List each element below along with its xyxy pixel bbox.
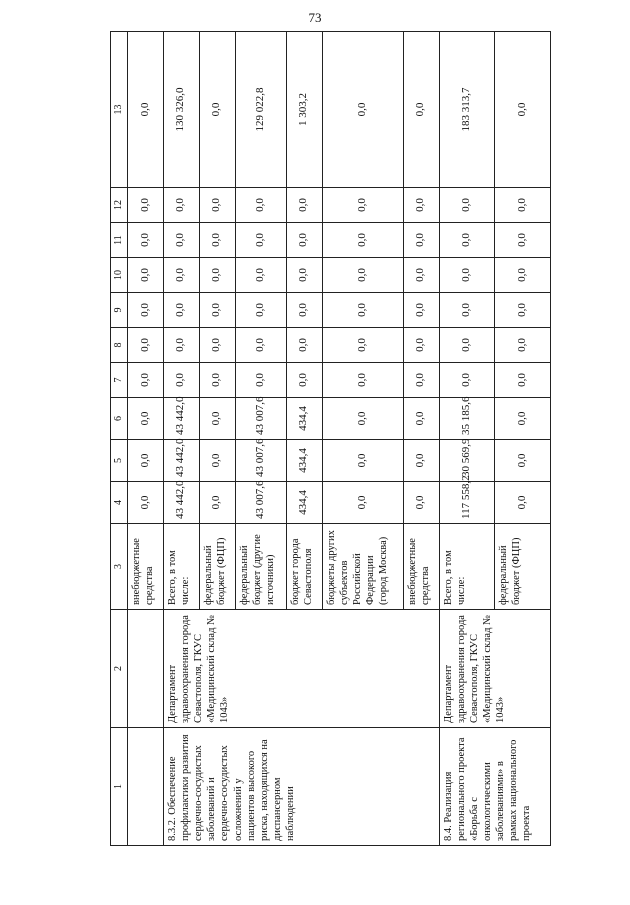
value-cell: 0,0 <box>286 188 322 223</box>
value-cell: 0,0 <box>403 482 439 524</box>
value-cell: 0,0 <box>439 363 495 398</box>
value-cell: 0,0 <box>128 293 164 328</box>
value-cell: 434,4 <box>286 482 322 524</box>
rotated-table-area <box>110 52 551 846</box>
value-cell: 0,0 <box>163 258 199 293</box>
activity-cell-empty <box>128 728 164 846</box>
column-number: 9 <box>111 293 128 328</box>
value-cell: 0,0 <box>286 258 322 293</box>
value-cell: 117 558,2 <box>439 482 495 524</box>
value-cell: 1 303,2 <box>286 32 322 188</box>
value-cell: 0,0 <box>163 293 199 328</box>
table-row <box>439 32 495 846</box>
value-cell: 0,0 <box>495 398 551 440</box>
executor-cell: Департамент здравоохранения города Севастополя, ГКУС «Медицинский склад № 1043» <box>439 610 550 728</box>
column-number: 8 <box>111 328 128 363</box>
value-cell: 43 442,0 <box>163 482 199 524</box>
source-cell: Всего, в том числе: <box>163 524 199 610</box>
value-cell: 0,0 <box>163 188 199 223</box>
value-cell: 434,4 <box>286 398 322 440</box>
value-cell: 0,0 <box>199 32 235 188</box>
value-cell: 0,0 <box>403 188 439 223</box>
value-cell: 0,0 <box>403 293 439 328</box>
value-cell: 130 326,0 <box>163 32 199 188</box>
value-cell: 0,0 <box>286 223 322 258</box>
column-number: 6 <box>111 398 128 440</box>
value-cell: 0,0 <box>128 328 164 363</box>
value-cell: 43 007,6 <box>235 398 286 440</box>
value-cell: 0,0 <box>439 293 495 328</box>
value-cell: 43 007,6 <box>235 440 286 482</box>
value-cell: 0,0 <box>163 363 199 398</box>
column-number-row <box>111 32 128 846</box>
value-cell: 0,0 <box>322 188 403 223</box>
value-cell: 0,0 <box>199 258 235 293</box>
value-cell: 0,0 <box>128 363 164 398</box>
column-number: 5 <box>111 440 128 482</box>
value-cell: 0,0 <box>403 32 439 188</box>
value-cell: 0,0 <box>235 363 286 398</box>
activity-cell: 8.4. Реализация регионального проекта «Борьба с онкологическими заболеваниями» в рамках национального проекта <box>439 728 550 846</box>
source-cell: федеральный бюджет (другие источники) <box>235 524 286 610</box>
value-cell: 30 569,9 <box>439 440 495 482</box>
value-cell: 0,0 <box>286 328 322 363</box>
value-cell: 0,0 <box>286 363 322 398</box>
value-cell: 0,0 <box>235 188 286 223</box>
source-cell: внебюджетные средства <box>128 524 164 610</box>
value-cell: 0,0 <box>495 293 551 328</box>
value-cell: 0,0 <box>235 223 286 258</box>
executor-cell-empty <box>128 610 164 728</box>
value-cell: 0,0 <box>199 363 235 398</box>
value-cell: 0,0 <box>403 258 439 293</box>
value-cell: 0,0 <box>235 328 286 363</box>
column-number: 11 <box>111 223 128 258</box>
value-cell: 0,0 <box>403 223 439 258</box>
source-cell: внебюджетные средства <box>403 524 439 610</box>
value-cell: 0,0 <box>495 223 551 258</box>
value-cell: 0,0 <box>322 440 403 482</box>
column-number: 2 <box>111 610 128 728</box>
value-cell: 0,0 <box>199 482 235 524</box>
table-row <box>163 32 199 846</box>
value-cell: 0,0 <box>439 188 495 223</box>
value-cell: 0,0 <box>128 398 164 440</box>
source-cell: бюджеты других субъектов Российской Федерации (город Москва) <box>322 524 403 610</box>
source-cell: Всего, в том числе: <box>439 524 495 610</box>
value-cell: 0,0 <box>199 328 235 363</box>
value-cell: 0,0 <box>235 293 286 328</box>
column-number: 12 <box>111 188 128 223</box>
value-cell: 434,4 <box>286 440 322 482</box>
source-cell: федеральный бюджет (ФЦП) <box>199 524 235 610</box>
value-cell: 43 442,0 <box>163 398 199 440</box>
value-cell: 129 022,8 <box>235 32 286 188</box>
value-cell: 0,0 <box>495 32 551 188</box>
value-cell: 0,0 <box>495 328 551 363</box>
value-cell: 0,0 <box>128 32 164 188</box>
value-cell: 0,0 <box>286 293 322 328</box>
value-cell: 0,0 <box>495 363 551 398</box>
column-number: 3 <box>111 524 128 610</box>
rotated-table-container <box>110 52 551 846</box>
value-cell: 0,0 <box>163 223 199 258</box>
value-cell: 0,0 <box>199 293 235 328</box>
value-cell: 0,0 <box>403 363 439 398</box>
value-cell: 0,0 <box>439 328 495 363</box>
value-cell: 0,0 <box>322 258 403 293</box>
value-cell: 35 185,6 <box>439 398 495 440</box>
value-cell: 0,0 <box>235 258 286 293</box>
value-cell: 0,0 <box>495 482 551 524</box>
column-number: 4 <box>111 482 128 524</box>
value-cell: 0,0 <box>322 482 403 524</box>
column-number: 10 <box>111 258 128 293</box>
value-cell: 0,0 <box>199 223 235 258</box>
value-cell: 0,0 <box>495 188 551 223</box>
value-cell: 0,0 <box>322 32 403 188</box>
value-cell: 43 007,6 <box>235 482 286 524</box>
value-cell: 0,0 <box>322 398 403 440</box>
value-cell: 0,0 <box>322 328 403 363</box>
value-cell: 0,0 <box>199 188 235 223</box>
value-cell: 183 313,7 <box>439 32 495 188</box>
value-cell: 0,0 <box>439 258 495 293</box>
value-cell: 0,0 <box>128 223 164 258</box>
executor-cell: Департамент здравоохранения города Севастополя, ГКУС «Медицинский склад № 1043» <box>163 610 439 728</box>
value-cell: 0,0 <box>403 398 439 440</box>
value-cell: 0,0 <box>128 188 164 223</box>
value-cell: 0,0 <box>199 398 235 440</box>
value-cell: 0,0 <box>439 223 495 258</box>
column-number: 13 <box>111 32 128 188</box>
value-cell: 0,0 <box>322 363 403 398</box>
value-cell: 0,0 <box>128 440 164 482</box>
column-number: 7 <box>111 363 128 398</box>
value-cell: 0,0 <box>199 440 235 482</box>
value-cell: 0,0 <box>322 223 403 258</box>
value-cell: 0,0 <box>128 258 164 293</box>
value-cell: 0,0 <box>322 293 403 328</box>
value-cell: 43 442,0 <box>163 440 199 482</box>
value-cell: 0,0 <box>495 258 551 293</box>
financing-table <box>110 31 551 846</box>
value-cell: 0,0 <box>403 440 439 482</box>
source-cell: федеральный бюджет (ФЦП) <box>495 524 551 610</box>
page-number: 73 <box>308 10 322 25</box>
activity-cell: 8.3.2. Обеспечение профилактики развития сердечно-сосудистых заболеваний и сердечно-сосудистых осложнений у пациентов высокого риска, находящихся на диспансерном наблюдении <box>163 728 439 846</box>
value-cell: 0,0 <box>128 482 164 524</box>
source-cell: бюджет города Севастополя <box>286 524 322 610</box>
table-row <box>128 32 164 846</box>
value-cell: 0,0 <box>163 328 199 363</box>
column-number: 1 <box>111 728 128 846</box>
value-cell: 0,0 <box>495 440 551 482</box>
value-cell: 0,0 <box>403 328 439 363</box>
